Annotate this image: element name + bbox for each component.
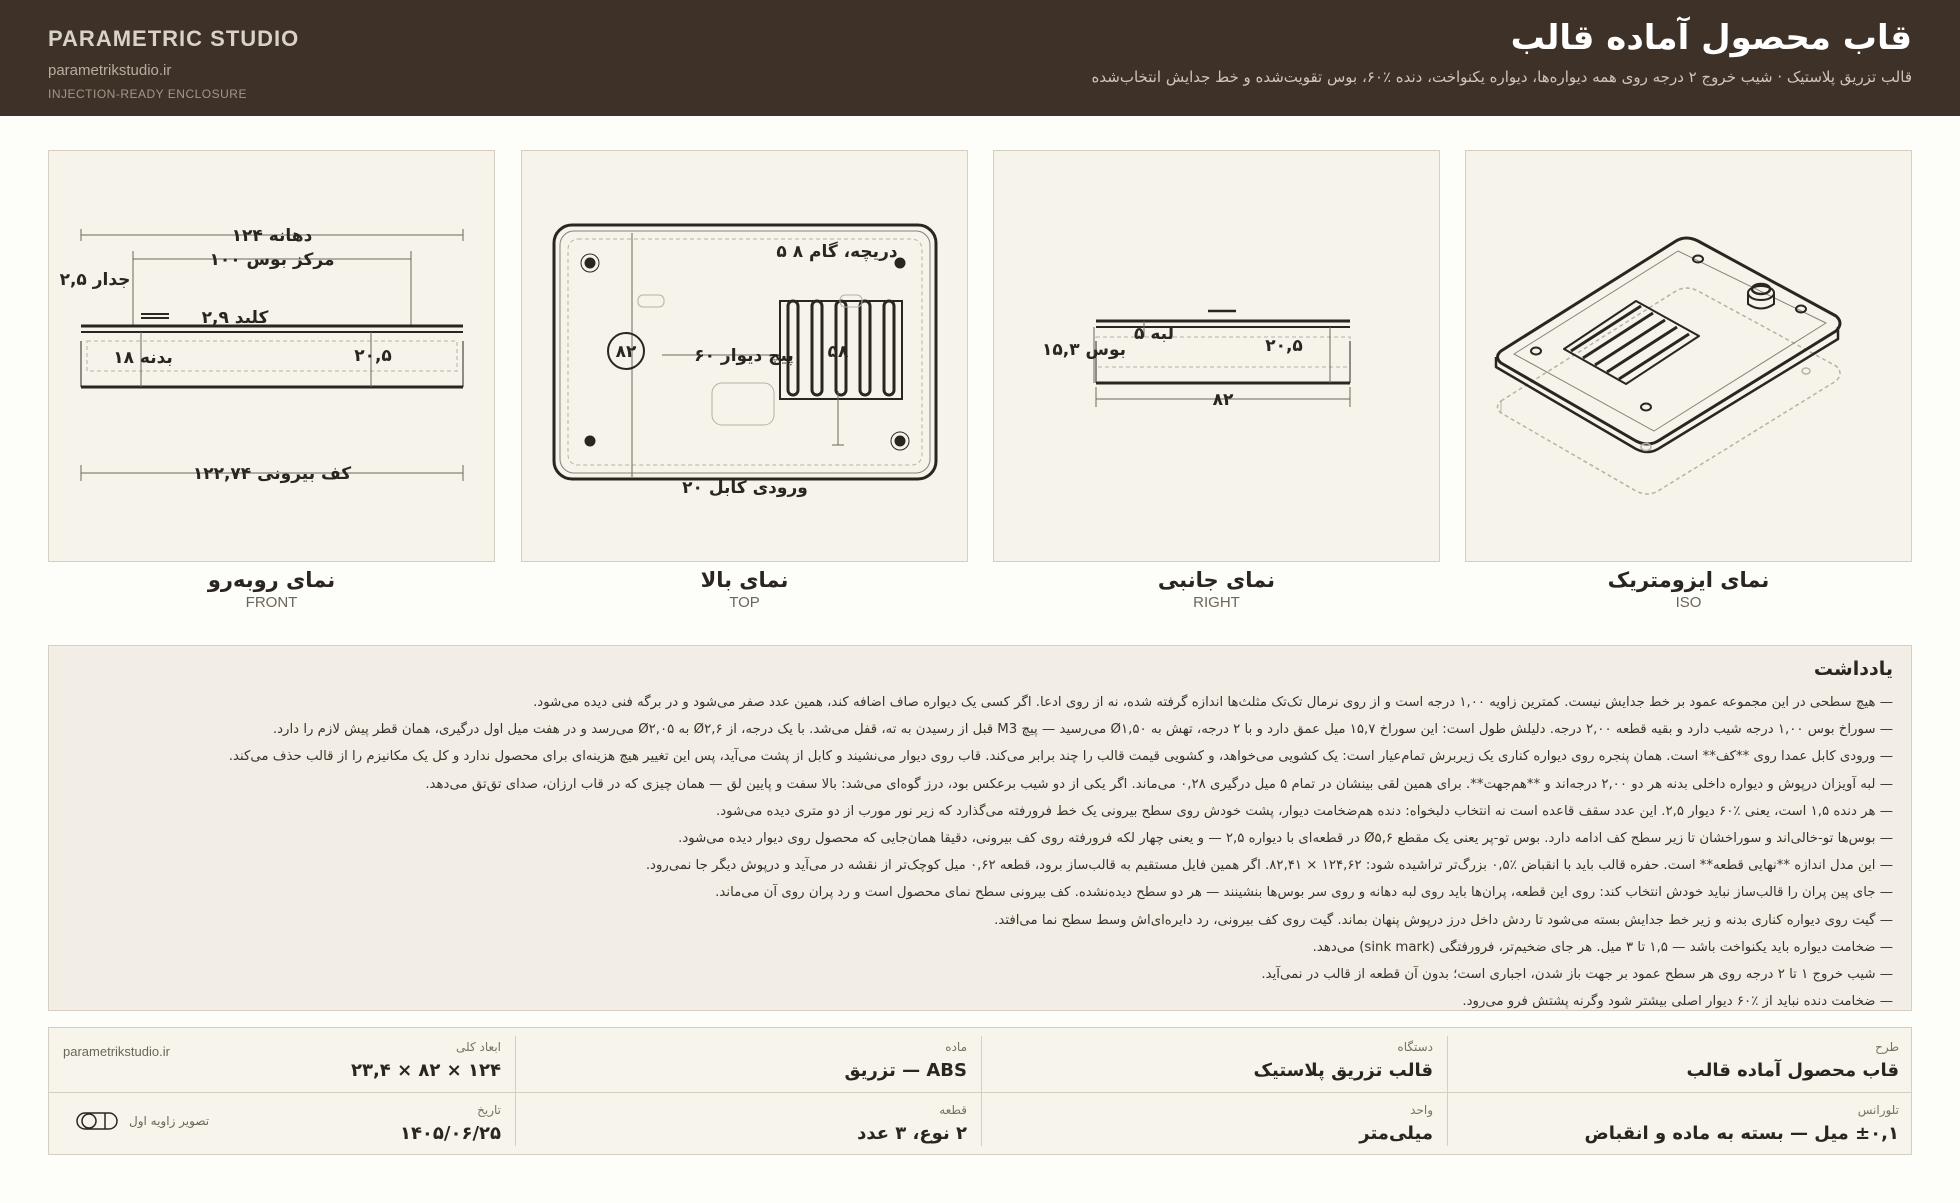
top-view-name: نمای بالا [700,568,789,592]
note-item: — سوراخ بوس ۱,۰۰ درجه شیب دارد و بقیه قطعه ۲,۰۰ درجه. دلیلش طول است: این سوراخ ۱۵,۷ میل عمق دارد و با ۲ درجه، تهش به Ø۱,۵۰ می‌رسید — پیچ M3 قبل از رسیدن به ته، قفل می‌شد. با یک درجه، از Ø۲,۶ به Ø۲,۰۵ می‌رسد و در هفت میل اول درگیری، همان قطر پیش لازم را دارد. [272,722,1893,738]
iso-view-name: نمای ایزومتریک [1607,568,1770,592]
front-drawing [49,151,496,563]
brand-name: PARAMETRIC STUDIO [48,26,300,51]
cell-tolerance-value: ±۰,۱ میل — بسته به ماده و انقباض [1584,1123,1899,1144]
note-item: — هر دنده ۱,۵ است، یعنی ٪۶۰ دیوار ۲,۵. این عدد سقف قاعده است نه انتخاب دلبخواه: دنده هم‌ضخامت دیوار، پشت خودش روی سطح بیرونی یک خط فرورفته می‌گذارد که زیر نور مورب از دو متری دیده می‌شود. [715,803,1893,819]
title-block-url[interactable]: parametrikstudio.ir [63,1044,170,1059]
cell-dimensions-label: ابعاد کلی [456,1040,501,1054]
front-dim-body: بدنه ۱۸ [113,348,173,368]
note-item: — بوس‌ها تو-خالی‌اند و سوراخشان تا زیر سطح کف ادامه دارد. بوس تو-پر یعنی یک مقطع Ø۵,۶ در قطعه‌ای با دیواره ۲,۵ — و یعنی چهار لکه فرورفته روی کف بیرونی، دقیقا همان‌جایی که محصول روی دیوار دیده می‌شود. [678,830,1893,846]
cell-date-label: تاریخ [477,1103,501,1117]
front-view-label [48,568,495,611]
cell-parts [515,1103,981,1144]
cell-parts-label: قطعه [939,1103,967,1117]
top-view-panel [521,150,968,562]
front-view-name: نمای روبه‌رو [207,568,336,592]
page-title: قاب محصول آماده قالب [1510,18,1912,58]
notes-list [53,689,1893,1015]
cell-tolerance [1447,1103,1913,1144]
right-view-panel [993,150,1440,562]
cell-dimensions-value: ۱۲۴ × ۸۲ × ۲۳,۴ [351,1060,501,1081]
right-view-label [993,568,1440,611]
front-dim-height: ۲۰,۵ [354,346,392,366]
note-item: — لبه آویزان درپوش و دیواره داخلی بدنه هر دو ۲,۰۰ درجه‌اند و **هم‌جهت**. برای همین لقی بینشان در تمام ۵ میل درگیری ۰,۲۸ می‌ماند. اگر یکی از دو شیب برعکس بود، درز گوه‌ای می‌شد: بالا سفت و پایین لق — همان چیزی که در قاب ارزان، صدای تق‌تق می‌دهد. [425,776,1893,792]
front-dim-mouth: دهانه ۱۲۴ [231,226,313,246]
note-item: — این مدل اندازه **نهایی قطعه** است. حفره قالب باید با انقباض ٪۰,۵ بزرگ‌تر تراشیده شود: ۱۲۴,۶۲ × ۸۲,۴۱. اگر همین فایل مستقیم به قالب‌ساز برود، قطعه ۰,۶۲ میل کوچک‌تر از نقشه در می‌آید و درپوش دیگر جا نمی‌رود. [645,858,1893,874]
brand-url[interactable]: parametrikstudio.ir [48,62,172,79]
top-view-code: TOP [729,594,760,611]
note-item: — جای پین پران را قالب‌ساز نباید خودش انتخاب کند: روی این قطعه، پران‌ها باید روی لبه دهانه و روی سر بوس‌ها بنشینند — هر دو سطح دیده‌نشده. کف بیرونی سطح نمای محصول است و رد پران روی آن می‌ماند. [715,885,1893,901]
right-dim-lip: لبه ۵ [1134,324,1174,344]
cell-unit-value: میلی‌متر [1359,1123,1433,1144]
cell-design-label: طرح [1875,1040,1899,1054]
top-dim-width: ۸۲ [615,342,637,362]
brand-tagline: INJECTION-READY ENCLOSURE [48,87,247,101]
cell-design-value: قاب محصول آماده قالب [1686,1060,1899,1081]
cell-machine-label: دستگاه [1397,1040,1433,1054]
top-drawing [522,151,969,563]
top-dim-height: ۵۸ [827,342,849,362]
front-dim-base: کف بیرونی ۱۲۲,۷۴ [192,464,352,484]
note-item: — گیت روی دیواره کناری بدنه و زیر خط جدایش بسته می‌شود تا ردش داخل درز درپوش پنهان بماند. گیت روی کف بیرونی، رد دایره‌ای‌اش وسط سطح نما می‌افتد. [994,912,1893,928]
top-dim-vents: ۵ دریچه، گام ۸ [776,242,898,262]
cell-date-value: ۱۴۰۵/۰۶/۲۵ [399,1123,501,1144]
iso-view-code: ISO [1675,594,1702,611]
right-drawing [994,151,1441,563]
title-block [48,1027,1912,1155]
note-item: — ضخامت دیواره باید یکنواخت باشد — ۱,۵ تا ۳ میل. هر جای ضخیم‌تر، فرورفتگی (sink mark) می‌دهد. [1312,939,1893,955]
cell-material-value: ABS — تزریق [844,1060,967,1081]
cell-material-label: ماده [945,1040,967,1054]
title-block-divider [49,1092,1911,1093]
cell-tolerance-label: تلورانس [1857,1103,1899,1117]
header-bar [0,0,1960,116]
notes-panel [48,645,1912,1011]
notes-title: یادداشت [1813,658,1893,680]
first-angle-projection-icon [75,1110,119,1132]
note-item: — ورودی کابل عمدا روی **کف** است. همان پنجره روی دیواره کناری یک زیربرش تمام‌عیار است: یک کشویی می‌خواهد، و کشویی قیمت قالب را چند برابر می‌کند. قاب روی دیوار می‌نشیند و کابل از پشت می‌آید، پس این تغییر هیچ هزینه‌ای برای محصول ندارد و کل یک مکانیزم را از قالب حذف می‌کند. [228,749,1893,765]
front-view-code: FRONT [245,594,298,611]
front-dim-wall: جدار ۲,۵ [59,270,131,290]
iso-view-panel [1465,150,1912,562]
cell-design [1447,1040,1913,1081]
cell-machine [981,1040,1447,1081]
cell-unit-label: واحد [1410,1103,1433,1117]
iso-view-label [1465,568,1912,611]
cell-machine-value: قالب تزریق پلاستیک [1253,1060,1433,1081]
right-dim-boss: بوس ۱۵,۳ [1041,340,1127,360]
front-dim-key: کلید ۲,۹ [201,308,269,328]
page-subtitle: قالب تزریق پلاستیک · شیب خروج ۲ درجه روی همه دیواره‌ها، دیواره یکنواخت، دنده ٪۶۰، بوس تقویت‌شده و خط جدایش انتخاب‌شده [1091,68,1912,86]
right-view-code: RIGHT [1193,594,1240,611]
note-item: — شیب خروج ۱ تا ۲ درجه روی هر سطح عمود بر جهت باز شدن، اجباری است؛ بدون آن قطعه از قالب در نمی‌آید. [1261,966,1893,982]
note-item: — ضخامت دنده نباید از ٪۶۰ دیوار اصلی بیشتر شود وگرنه پشتش فرو می‌رود. [1462,994,1893,1010]
front-view-panel [48,150,495,562]
top-dim-cable: ورودی کابل ۲۰ [682,478,808,498]
top-view-label [521,568,968,611]
right-dim-wall: ۲۰,۵ [1265,336,1303,356]
cell-unit [981,1103,1447,1144]
cell-parts-value: ۲ نوع، ۳ عدد [857,1123,967,1144]
front-dim-boss-center: مرکز بوس ۱۰۰ [209,250,335,270]
cell-material [515,1040,981,1081]
projection-symbol [75,1110,209,1132]
right-view-name: نمای جانبی [1157,568,1276,592]
top-dim-screw: پیچ دیوار ۶۰ [694,346,794,366]
note-item: — هیچ سطحی در این مجموعه عمود بر خط جدایش نیست. کمترین زاویه ۱,۰۰ درجه است و از روی نرمال تک‌تک مثلث‌ها اندازه گرفته شده، نه از روی ادعا. اگر کسی یک دیواره صاف اضافه کند، همین عدد صفر می‌شود و در برگه فنی دیده می‌شود. [533,695,1893,710]
iso-drawing [1466,151,1913,563]
right-dim-length: ۸۲ [1212,390,1234,410]
projection-label: تصویر زاویه اول [129,1114,210,1128]
